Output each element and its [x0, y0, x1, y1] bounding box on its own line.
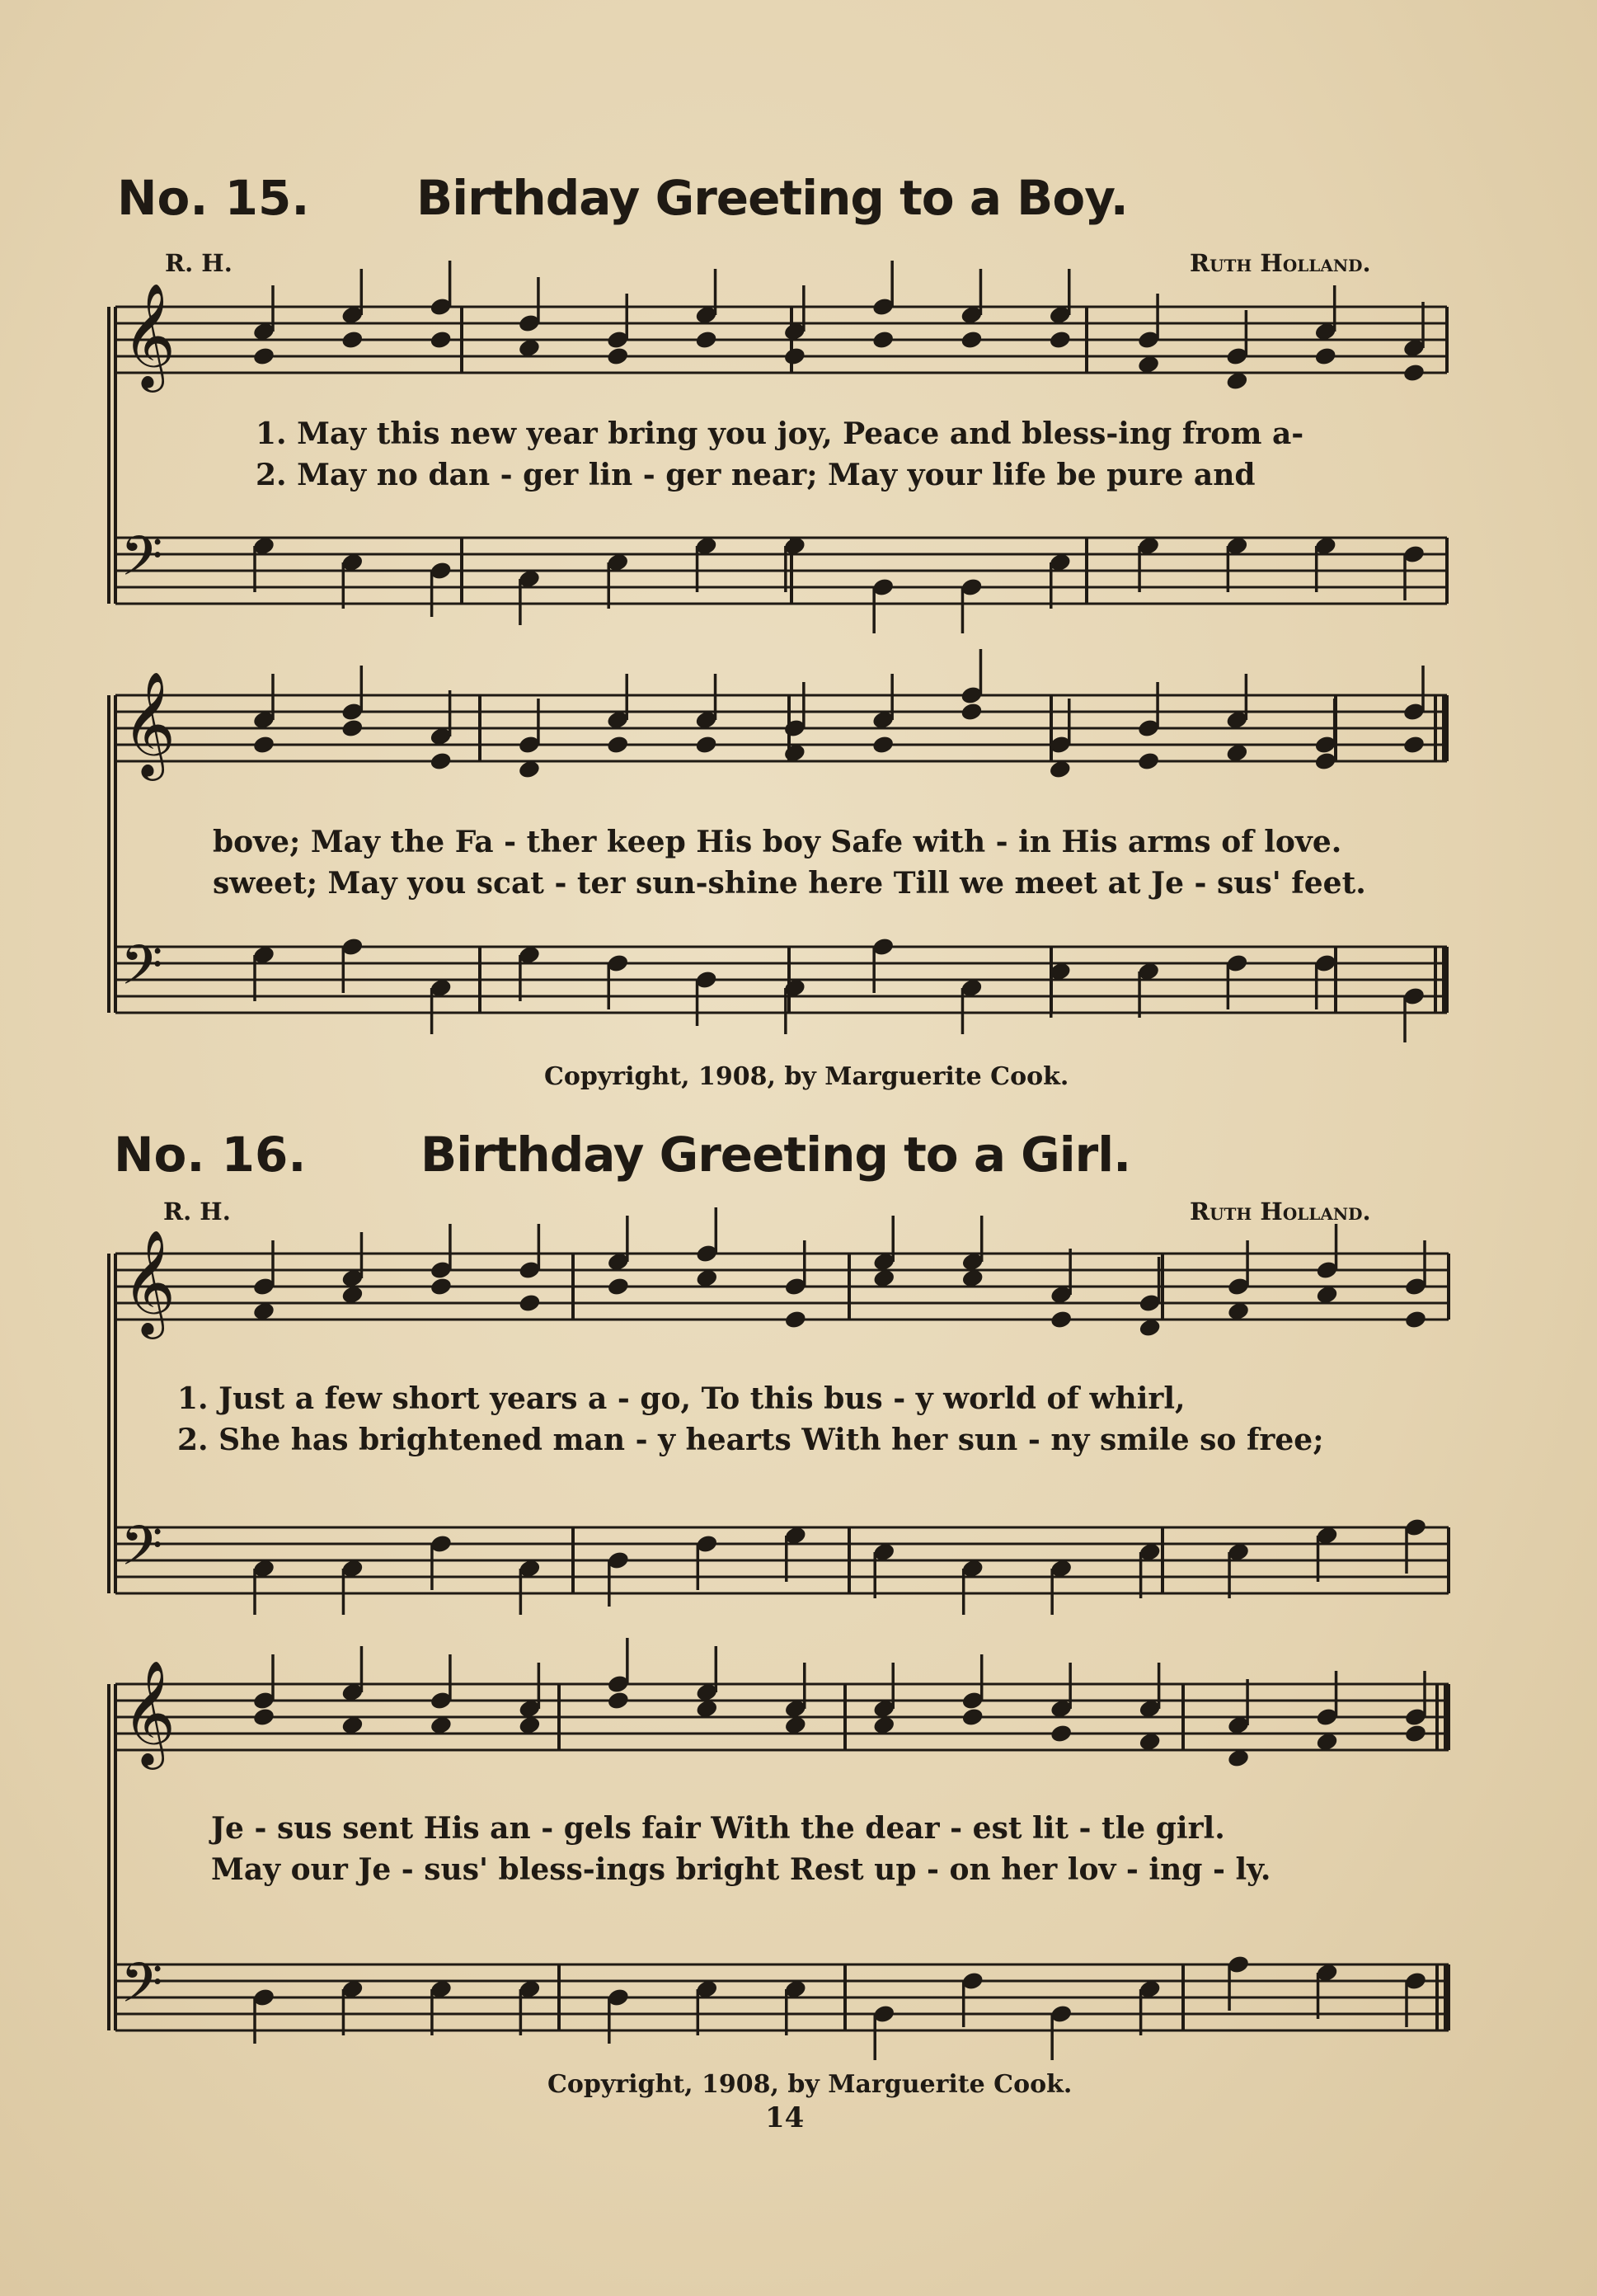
note-head — [960, 329, 984, 350]
note-head — [430, 1276, 453, 1296]
note-head — [783, 1309, 807, 1329]
note-head — [429, 750, 453, 771]
note-head — [1048, 329, 1072, 350]
note-head — [606, 346, 630, 366]
note-head — [960, 701, 984, 722]
note-head — [1137, 750, 1161, 771]
note-head — [1050, 1723, 1073, 1743]
hymn-title: Birthday Greeting to a Boy. — [416, 170, 1128, 226]
lyric-line: 1. Just a few short years a - go, To this bus - y world of whirl, — [177, 1381, 1186, 1416]
copyright-notice: Copyright, 1908, by Marguerite Cook. — [544, 1062, 1069, 1091]
final-barline — [1442, 947, 1449, 1013]
treble-clef: 𝄞 — [122, 1229, 176, 1334]
note-head — [606, 1690, 630, 1710]
note-head — [1050, 1309, 1073, 1329]
note-head — [1402, 362, 1426, 383]
bass-clef: 𝄢 — [120, 1951, 163, 2028]
hymn-number: No. 15. — [117, 170, 310, 226]
final-barline — [1444, 1684, 1450, 1750]
treble-clef: 𝄞 — [122, 670, 176, 776]
lyric-line: 1. May this new year bring you joy, Peace and bless-ing from a- — [256, 416, 1304, 451]
bass-clef: 𝄢 — [120, 1514, 163, 1591]
hymn-title: Birthday Greeting to a Girl. — [420, 1127, 1131, 1183]
final-barline — [1444, 1964, 1450, 2030]
hymn-number: No. 16. — [114, 1127, 307, 1183]
note-head — [1404, 1723, 1428, 1743]
note-head — [1404, 1309, 1428, 1329]
note-head — [1313, 750, 1337, 771]
lyric-line: 2. She has brightened man - y hearts With her sun - ny smile so free; — [177, 1423, 1324, 1457]
note-head — [252, 734, 276, 755]
note-head — [871, 329, 895, 350]
note-head — [871, 734, 895, 755]
lyric-line: Je - sus sent His an - gels fair With the dear - est lit - tle girl. — [211, 1811, 1225, 1846]
note-head — [429, 329, 453, 350]
note-head — [606, 734, 630, 755]
note-head — [606, 1276, 630, 1296]
note-head — [341, 329, 364, 350]
lyric-line: sweet; May you scat - ter sun-shine here Till we meet at Je - sus' feet. — [213, 866, 1366, 901]
note-head — [694, 734, 718, 755]
note-head — [518, 1292, 542, 1313]
music-credit: Ruth Holland. — [1190, 1197, 1371, 1226]
note-head — [252, 346, 276, 366]
words-credit: R. H. — [165, 249, 233, 277]
note-head — [1402, 734, 1426, 755]
music-credit: Ruth Holland. — [1190, 249, 1371, 277]
copyright-notice: Copyright, 1908, by Marguerite Cook. — [547, 2070, 1073, 2099]
final-barline — [1442, 695, 1449, 761]
lyric-line: bove; May the Fa - ther keep His boy Safe with - in His arms of love. — [213, 825, 1342, 859]
note-head — [1313, 346, 1337, 366]
note-head — [694, 329, 718, 350]
note-head — [782, 346, 806, 366]
lyric-line: 2. May no dan - ger lin - ger near; May your life be pure and — [256, 458, 1256, 492]
note-head — [341, 718, 364, 738]
lyric-line: May our Je - sus' bless-ings bright Rest up - on her lov - ing - ly. — [211, 1852, 1271, 1887]
treble-clef: 𝄞 — [122, 282, 176, 388]
treble-clef: 𝄞 — [122, 1659, 176, 1765]
bass-clef: 𝄢 — [120, 525, 163, 601]
note-head — [961, 1706, 984, 1727]
page-number: 14 — [765, 2101, 805, 2134]
bass-clef: 𝄢 — [120, 934, 163, 1010]
words-credit: R. H. — [163, 1197, 231, 1226]
note-head — [252, 1706, 276, 1727]
